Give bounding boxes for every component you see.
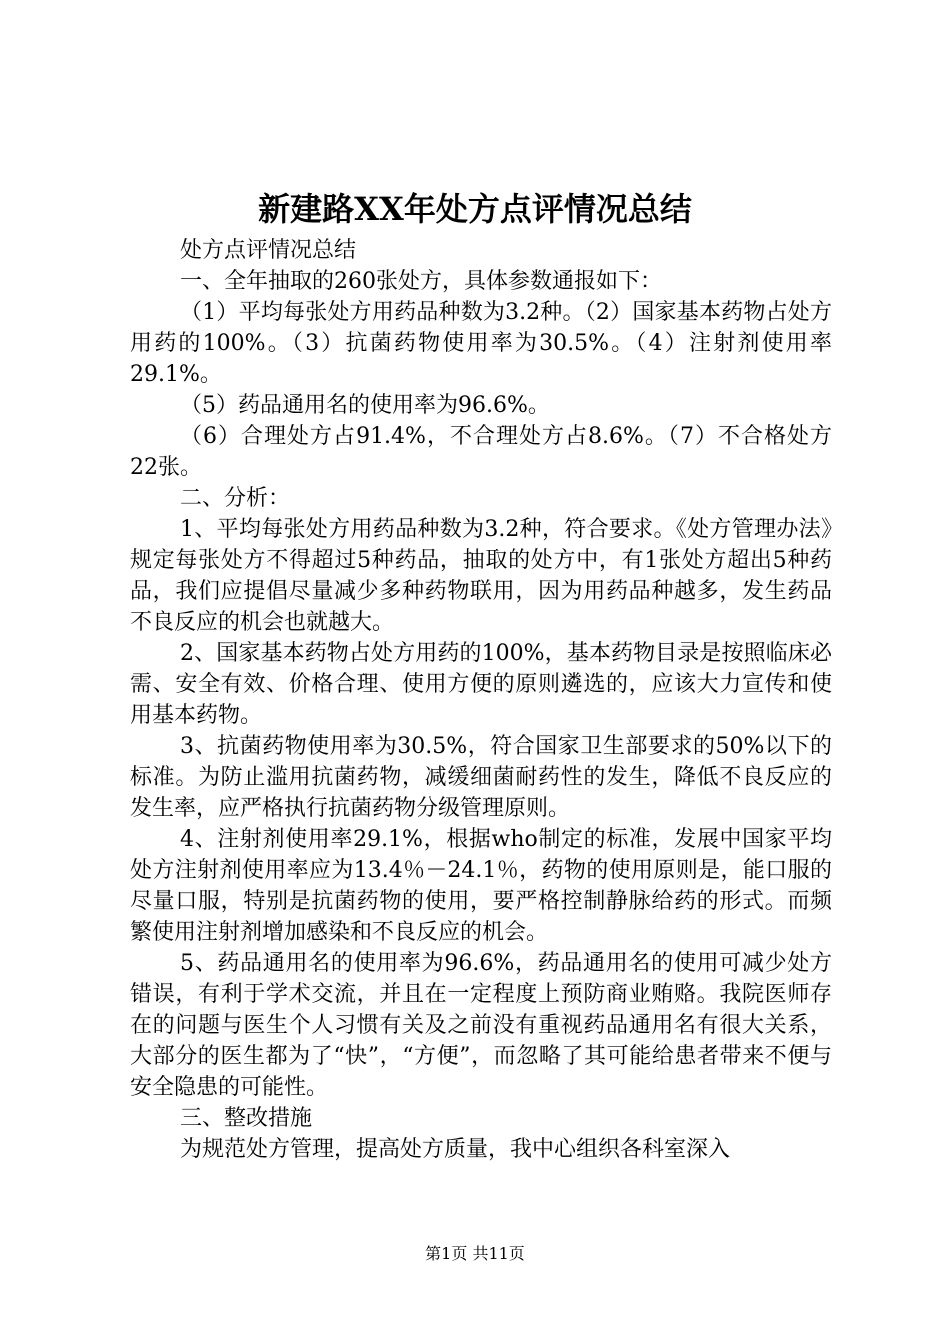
document-body	[130, 235, 832, 1165]
paragraph-subtitle: 处方点评情况总结	[180, 238, 357, 263]
page-footer: 第1页 共11页	[425, 1244, 525, 1263]
paragraph-analysis-5: 5、药品通用名的使用率为96.6%，药品通用名的使用可减少处方错误，有利于学术交流，并且在一定程度上预防商业贿赂。我院医师存在的问题与医生个人习惯有关及之前没有重视药品通用名有很大关系，大部分的医生都为了“快”，“方便”，而忽略了其可能给患者带来不便与安全隐患的可能性。	[130, 951, 832, 1100]
paragraph-params-6-7: （6）合理处方占91.4%，不合理处方占8.6%。（7）不合格处方22张。	[130, 424, 832, 480]
paragraph-params-1-4: （1）平均每张处方用药品种数为3.2种。（2）国家基本药物占处方用药的100%。（3）抗菌药物使用率为30.5%。（4）注射剂使用率29.1%。	[130, 300, 832, 387]
paragraph-section-2-heading: 二、分析：	[180, 486, 291, 511]
paragraph-params-5: （5）药品通用名的使用率为96.6%。	[180, 393, 550, 418]
paragraph-analysis-1: 1、平均每张处方用药品种数为3.2种，符合要求。《处方管理办法》规定每张处方不得超过5种药品，抽取的处方中，有1张处方超出5种药品，我们应提倡尽量减少多种药物联用，因为用药品种越多，发生药品不良反应的机会也就越大。	[130, 517, 832, 635]
paragraph-analysis-2: 2、国家基本药物占处方用药的100%，基本药物目录是按照临床必需、安全有效、价格合理、使用方便的原则遴选的，应该大力宣传和使用基本药物。	[130, 641, 832, 728]
paragraph-analysis-4: 4、注射剂使用率29.1%，根据who制定的标准，发展中国家平均处方注射剂使用率应为13.4％－24.1％，药物的使用原则是，能口服的尽量口服，特别是抗菌药物的使用，要严格控制静脉给药的形式。而频繁使用注射剂增加感染和不良反应的机会。	[130, 827, 832, 945]
paragraph-section-1-heading: 一、全年抽取的260张处方，具体参数通报如下：	[180, 269, 662, 294]
paragraph-measures: 为规范处方管理，提高处方质量，我中心组织各科室深入	[180, 1137, 731, 1162]
paragraph-analysis-3: 3、抗菌药物使用率为30.5%，符合国家卫生部要求的50%以下的标准。为防止滥用抗菌药物，减缓细菌耐药性的发生，降低不良反应的发生率，应严格执行抗菌药物分级管理原则。	[130, 734, 832, 821]
paragraph-section-3-heading: 三、整改措施	[180, 1106, 313, 1131]
document-title: 新建路XX年处方点评情况总结	[258, 190, 692, 228]
